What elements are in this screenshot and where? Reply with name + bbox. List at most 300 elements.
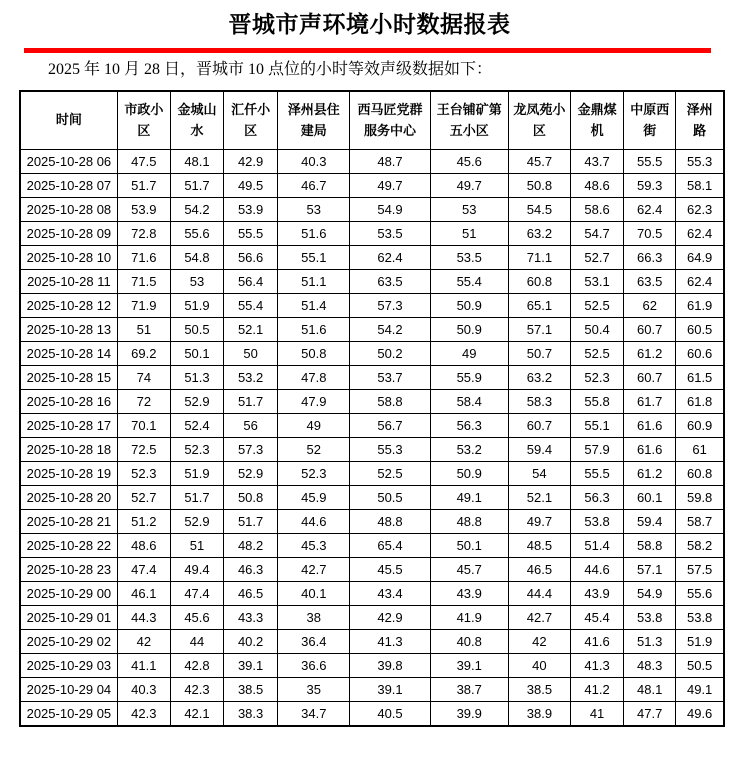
value-cell: 55.4: [430, 270, 508, 294]
time-cell: 2025-10-28 13: [20, 318, 117, 342]
time-cell: 2025-10-28 15: [20, 366, 117, 390]
value-cell: 41.6: [571, 630, 624, 654]
table-row: [20, 294, 724, 318]
value-cell: 52.9: [170, 510, 223, 534]
value-cell: 45.7: [508, 150, 570, 174]
value-cell: 44.6: [278, 510, 350, 534]
value-cell: 42.7: [508, 606, 570, 630]
value-cell: 49: [430, 342, 508, 366]
value-cell: 55.4: [224, 294, 278, 318]
value-cell: 57.1: [624, 558, 676, 582]
value-cell: 57.1: [508, 318, 570, 342]
value-cell: 45.5: [350, 558, 430, 582]
value-cell: 61.6: [624, 414, 676, 438]
value-cell: 45.9: [278, 486, 350, 510]
time-cell: 2025-10-28 16: [20, 390, 117, 414]
value-cell: 51.7: [117, 174, 170, 198]
value-cell: 59.3: [624, 174, 676, 198]
value-cell: 58.8: [624, 534, 676, 558]
value-cell: 46.5: [508, 558, 570, 582]
value-cell: 52.9: [170, 390, 223, 414]
value-cell: 52.7: [117, 486, 170, 510]
value-cell: 58.1: [676, 174, 724, 198]
table-row: [20, 150, 724, 174]
table-row: [20, 654, 724, 678]
value-cell: 65.4: [350, 534, 430, 558]
table-row: [20, 438, 724, 462]
value-cell: 41.1: [117, 654, 170, 678]
value-cell: 46.3: [224, 558, 278, 582]
value-cell: 51.6: [278, 318, 350, 342]
value-cell: 44.3: [117, 606, 170, 630]
time-cell: 2025-10-28 17: [20, 414, 117, 438]
value-cell: 56.3: [430, 414, 508, 438]
value-cell: 45.6: [430, 150, 508, 174]
value-cell: 70.5: [624, 222, 676, 246]
time-cell: 2025-10-29 04: [20, 678, 117, 702]
value-cell: 50.2: [350, 342, 430, 366]
value-cell: 63.2: [508, 222, 570, 246]
column-header: 市政小区: [117, 91, 170, 150]
value-cell: 35: [278, 678, 350, 702]
value-cell: 54.9: [350, 198, 430, 222]
value-cell: 38.9: [508, 702, 570, 726]
value-cell: 43.4: [350, 582, 430, 606]
value-cell: 51.7: [170, 486, 223, 510]
value-cell: 60.5: [676, 318, 724, 342]
column-header: 中原西街: [624, 91, 676, 150]
value-cell: 54.2: [170, 198, 223, 222]
value-cell: 51.2: [117, 510, 170, 534]
value-cell: 50.5: [170, 318, 223, 342]
value-cell: 48.3: [624, 654, 676, 678]
value-cell: 53: [278, 198, 350, 222]
value-cell: 55.3: [350, 438, 430, 462]
noise-data-table: [19, 90, 725, 727]
time-cell: 2025-10-28 23: [20, 558, 117, 582]
value-cell: 48.5: [508, 534, 570, 558]
table-row: [20, 318, 724, 342]
value-cell: 36.4: [278, 630, 350, 654]
value-cell: 52.7: [571, 246, 624, 270]
value-cell: 54.8: [170, 246, 223, 270]
value-cell: 55.3: [676, 150, 724, 174]
value-cell: 51.9: [676, 630, 724, 654]
value-cell: 49.5: [224, 174, 278, 198]
value-cell: 38: [278, 606, 350, 630]
value-cell: 43.9: [430, 582, 508, 606]
table-row: [20, 342, 724, 366]
value-cell: 72: [117, 390, 170, 414]
value-cell: 53.2: [430, 438, 508, 462]
value-cell: 53.8: [676, 606, 724, 630]
value-cell: 52.3: [117, 462, 170, 486]
value-cell: 54: [508, 462, 570, 486]
value-cell: 58.2: [676, 534, 724, 558]
table-row: [20, 390, 724, 414]
value-cell: 52.5: [571, 342, 624, 366]
value-cell: 60.8: [508, 270, 570, 294]
value-cell: 63.2: [508, 366, 570, 390]
value-cell: 42.9: [350, 606, 430, 630]
value-cell: 52.1: [224, 318, 278, 342]
value-cell: 40.5: [350, 702, 430, 726]
value-cell: 71.5: [117, 270, 170, 294]
value-cell: 52.4: [170, 414, 223, 438]
value-cell: 49.1: [430, 486, 508, 510]
value-cell: 62.4: [350, 246, 430, 270]
value-cell: 41.9: [430, 606, 508, 630]
value-cell: 61: [676, 438, 724, 462]
value-cell: 53.9: [117, 198, 170, 222]
table-row: [20, 246, 724, 270]
value-cell: 51.3: [624, 630, 676, 654]
value-cell: 60.9: [676, 414, 724, 438]
table-row: [20, 462, 724, 486]
value-cell: 48.1: [624, 678, 676, 702]
value-cell: 58.6: [571, 198, 624, 222]
value-cell: 39.1: [224, 654, 278, 678]
value-cell: 57.9: [571, 438, 624, 462]
value-cell: 59.8: [676, 486, 724, 510]
value-cell: 42: [117, 630, 170, 654]
table-row: [20, 366, 724, 390]
value-cell: 45.7: [430, 558, 508, 582]
value-cell: 55.5: [624, 150, 676, 174]
value-cell: 40.3: [117, 678, 170, 702]
value-cell: 40.2: [224, 630, 278, 654]
value-cell: 50.8: [278, 342, 350, 366]
value-cell: 72.5: [117, 438, 170, 462]
value-cell: 41.2: [571, 678, 624, 702]
value-cell: 55.9: [430, 366, 508, 390]
value-cell: 50.5: [350, 486, 430, 510]
value-cell: 47.7: [624, 702, 676, 726]
value-cell: 55.1: [571, 414, 624, 438]
value-cell: 56.6: [224, 246, 278, 270]
value-cell: 62.4: [624, 198, 676, 222]
value-cell: 53.2: [224, 366, 278, 390]
value-cell: 40.3: [278, 150, 350, 174]
value-cell: 61.6: [624, 438, 676, 462]
value-cell: 69.2: [117, 342, 170, 366]
value-cell: 52.9: [224, 462, 278, 486]
value-cell: 46.7: [278, 174, 350, 198]
value-cell: 39.8: [350, 654, 430, 678]
value-cell: 50.1: [430, 534, 508, 558]
value-cell: 47.5: [117, 150, 170, 174]
value-cell: 42.3: [170, 678, 223, 702]
value-cell: 50.4: [571, 318, 624, 342]
value-cell: 59.4: [508, 438, 570, 462]
value-cell: 71.9: [117, 294, 170, 318]
value-cell: 60.7: [508, 414, 570, 438]
time-cell: 2025-10-28 12: [20, 294, 117, 318]
column-header: 汇仟小区: [224, 91, 278, 150]
value-cell: 51.1: [278, 270, 350, 294]
value-cell: 51.6: [278, 222, 350, 246]
table-row: [20, 270, 724, 294]
value-cell: 51.4: [571, 534, 624, 558]
value-cell: 53.9: [224, 198, 278, 222]
value-cell: 56.3: [571, 486, 624, 510]
value-cell: 51.7: [224, 390, 278, 414]
value-cell: 61.8: [676, 390, 724, 414]
value-cell: 71.6: [117, 246, 170, 270]
value-cell: 47.4: [170, 582, 223, 606]
value-cell: 54.2: [350, 318, 430, 342]
value-cell: 51: [117, 318, 170, 342]
value-cell: 62.4: [676, 222, 724, 246]
value-cell: 51.9: [170, 462, 223, 486]
time-cell: 2025-10-28 11: [20, 270, 117, 294]
value-cell: 64.9: [676, 246, 724, 270]
table-row: [20, 558, 724, 582]
value-cell: 63.5: [624, 270, 676, 294]
value-cell: 50.9: [430, 318, 508, 342]
column-header: 泽州路: [676, 91, 724, 150]
value-cell: 53.8: [624, 606, 676, 630]
value-cell: 49.6: [676, 702, 724, 726]
table-row: [20, 606, 724, 630]
value-cell: 56.4: [224, 270, 278, 294]
time-cell: 2025-10-29 00: [20, 582, 117, 606]
value-cell: 51.7: [224, 510, 278, 534]
time-cell: 2025-10-28 20: [20, 486, 117, 510]
value-cell: 49.7: [350, 174, 430, 198]
value-cell: 51.9: [170, 294, 223, 318]
value-cell: 50.8: [508, 174, 570, 198]
value-cell: 52.3: [278, 462, 350, 486]
column-header: 金鼎煤机: [571, 91, 624, 150]
time-cell: 2025-10-28 21: [20, 510, 117, 534]
value-cell: 52.5: [350, 462, 430, 486]
value-cell: 55.6: [170, 222, 223, 246]
value-cell: 43.3: [224, 606, 278, 630]
value-cell: 61.2: [624, 462, 676, 486]
value-cell: 48.7: [350, 150, 430, 174]
value-cell: 57.3: [224, 438, 278, 462]
column-header: 金城山水: [170, 91, 223, 150]
table-body: [20, 150, 724, 726]
value-cell: 39.9: [430, 702, 508, 726]
value-cell: 45.6: [170, 606, 223, 630]
value-cell: 58.8: [350, 390, 430, 414]
value-cell: 42.1: [170, 702, 223, 726]
value-cell: 43.7: [571, 150, 624, 174]
value-cell: 62.3: [676, 198, 724, 222]
value-cell: 41.3: [571, 654, 624, 678]
value-cell: 45.4: [571, 606, 624, 630]
time-cell: 2025-10-29 05: [20, 702, 117, 726]
table-row: [20, 702, 724, 726]
value-cell: 44: [170, 630, 223, 654]
table-row: [20, 486, 724, 510]
value-cell: 54.5: [508, 198, 570, 222]
value-cell: 60.6: [676, 342, 724, 366]
table-row: [20, 198, 724, 222]
column-header: 王台铺矿第五小区: [430, 91, 508, 150]
value-cell: 46.5: [224, 582, 278, 606]
value-cell: 48.6: [117, 534, 170, 558]
value-cell: 52.3: [571, 366, 624, 390]
time-cell: 2025-10-28 10: [20, 246, 117, 270]
value-cell: 43.9: [571, 582, 624, 606]
value-cell: 53.5: [350, 222, 430, 246]
value-cell: 58.3: [508, 390, 570, 414]
value-cell: 62: [624, 294, 676, 318]
value-cell: 48.6: [571, 174, 624, 198]
value-cell: 40.8: [430, 630, 508, 654]
value-cell: 57.3: [350, 294, 430, 318]
value-cell: 45.3: [278, 534, 350, 558]
value-cell: 49.4: [170, 558, 223, 582]
value-cell: 48.1: [170, 150, 223, 174]
value-cell: 34.7: [278, 702, 350, 726]
value-cell: 55.1: [278, 246, 350, 270]
value-cell: 38.7: [430, 678, 508, 702]
time-cell: 2025-10-28 06: [20, 150, 117, 174]
value-cell: 52.3: [170, 438, 223, 462]
time-cell: 2025-10-28 14: [20, 342, 117, 366]
value-cell: 38.5: [224, 678, 278, 702]
page-title: 晋城市声环境小时数据报表: [228, 12, 511, 37]
value-cell: 53.7: [350, 366, 430, 390]
value-cell: 61.7: [624, 390, 676, 414]
table-row: [20, 630, 724, 654]
report-subtitle: 2025 年 10 月 28 日，晋城市 10 点位的小时等效声级数据如下：: [48, 61, 493, 78]
time-cell: 2025-10-28 08: [20, 198, 117, 222]
value-cell: 55.5: [571, 462, 624, 486]
value-cell: 50.9: [430, 294, 508, 318]
value-cell: 66.3: [624, 246, 676, 270]
value-cell: 58.4: [430, 390, 508, 414]
value-cell: 44.4: [508, 582, 570, 606]
value-cell: 54.7: [571, 222, 624, 246]
value-cell: 72.8: [117, 222, 170, 246]
value-cell: 62.4: [676, 270, 724, 294]
time-cell: 2025-10-28 09: [20, 222, 117, 246]
value-cell: 49.1: [676, 678, 724, 702]
value-cell: 55.6: [676, 582, 724, 606]
value-cell: 50.1: [170, 342, 223, 366]
column-header: 时间: [20, 91, 117, 150]
value-cell: 39.1: [350, 678, 430, 702]
time-cell: 2025-10-29 03: [20, 654, 117, 678]
value-cell: 49.7: [430, 174, 508, 198]
value-cell: 54.9: [624, 582, 676, 606]
value-cell: 39.1: [430, 654, 508, 678]
value-cell: 50.8: [224, 486, 278, 510]
value-cell: 48.8: [350, 510, 430, 534]
value-cell: 71.1: [508, 246, 570, 270]
value-cell: 60.7: [624, 318, 676, 342]
table-row: [20, 414, 724, 438]
value-cell: 42.9: [224, 150, 278, 174]
value-cell: 46.1: [117, 582, 170, 606]
value-cell: 74: [117, 366, 170, 390]
value-cell: 61.5: [676, 366, 724, 390]
value-cell: 70.1: [117, 414, 170, 438]
value-cell: 61.9: [676, 294, 724, 318]
time-cell: 2025-10-28 18: [20, 438, 117, 462]
time-cell: 2025-10-28 22: [20, 534, 117, 558]
value-cell: 60.1: [624, 486, 676, 510]
value-cell: 50: [224, 342, 278, 366]
value-cell: 47.8: [278, 366, 350, 390]
value-cell: 52.5: [571, 294, 624, 318]
value-cell: 51.7: [170, 174, 223, 198]
value-cell: 59.4: [624, 510, 676, 534]
column-header: 泽州县住建局: [278, 91, 350, 150]
value-cell: 42: [508, 630, 570, 654]
value-cell: 63.5: [350, 270, 430, 294]
value-cell: 65.1: [508, 294, 570, 318]
value-cell: 50.7: [508, 342, 570, 366]
value-cell: 41: [571, 702, 624, 726]
value-cell: 57.5: [676, 558, 724, 582]
value-cell: 47.9: [278, 390, 350, 414]
value-cell: 42.3: [117, 702, 170, 726]
value-cell: 53: [430, 198, 508, 222]
value-cell: 42.7: [278, 558, 350, 582]
time-cell: 2025-10-28 19: [20, 462, 117, 486]
header-row: [20, 91, 724, 150]
value-cell: 50.9: [430, 462, 508, 486]
value-cell: 53.5: [430, 246, 508, 270]
table-row: [20, 222, 724, 246]
table-row: [20, 582, 724, 606]
value-cell: 49.7: [508, 510, 570, 534]
time-cell: 2025-10-28 07: [20, 174, 117, 198]
value-cell: 53: [170, 270, 223, 294]
value-cell: 41.3: [350, 630, 430, 654]
value-cell: 47.4: [117, 558, 170, 582]
column-header: 西马匠党群服务中心: [350, 91, 430, 150]
value-cell: 56.7: [350, 414, 430, 438]
value-cell: 36.6: [278, 654, 350, 678]
value-cell: 53.1: [571, 270, 624, 294]
value-cell: 61.2: [624, 342, 676, 366]
value-cell: 53.8: [571, 510, 624, 534]
value-cell: 60.8: [676, 462, 724, 486]
value-cell: 44.6: [571, 558, 624, 582]
value-cell: 51: [430, 222, 508, 246]
table-row: [20, 174, 724, 198]
value-cell: 38.3: [224, 702, 278, 726]
value-cell: 52.1: [508, 486, 570, 510]
value-cell: 40: [508, 654, 570, 678]
time-cell: 2025-10-29 02: [20, 630, 117, 654]
value-cell: 38.5: [508, 678, 570, 702]
value-cell: 42.8: [170, 654, 223, 678]
value-cell: 58.7: [676, 510, 724, 534]
value-cell: 50.5: [676, 654, 724, 678]
value-cell: 51.3: [170, 366, 223, 390]
value-cell: 56: [224, 414, 278, 438]
column-header: 龙凤苑小区: [508, 91, 570, 150]
value-cell: 60.7: [624, 366, 676, 390]
value-cell: 51: [170, 534, 223, 558]
table-row: [20, 678, 724, 702]
value-cell: 55.8: [571, 390, 624, 414]
value-cell: 40.1: [278, 582, 350, 606]
value-cell: 55.5: [224, 222, 278, 246]
value-cell: 48.2: [224, 534, 278, 558]
value-cell: 52: [278, 438, 350, 462]
value-cell: 51.4: [278, 294, 350, 318]
table-row: [20, 534, 724, 558]
